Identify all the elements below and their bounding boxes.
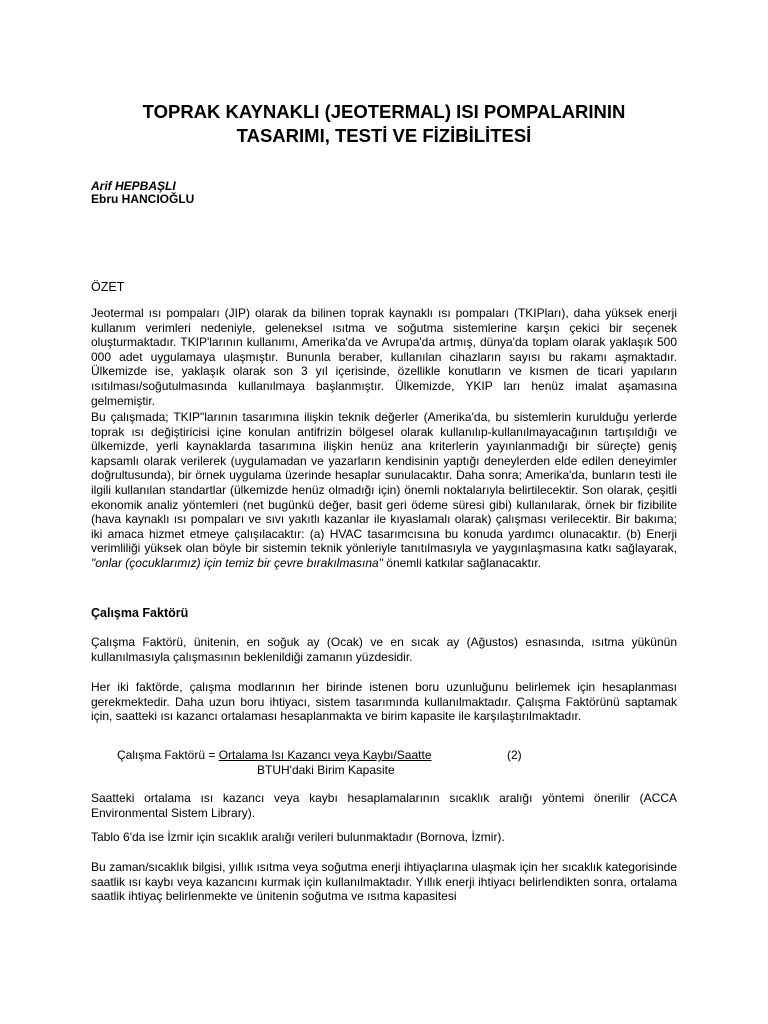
title-line-1: TOPRAK KAYNAKLI (JEOTERMAL) ISI POMPALARININ <box>142 101 626 122</box>
section-paragraph-5: Bu zaman/sıcaklık bilgisi, yıllık ısıtma veya soğutma enerji ihtiyaçlarına ulaşmak için her sıcaklık kategorisinde saatlik ısı kaybı veya kazancını kurmak için kullanılmaktadır. Yıllık enerji ihtiyacı belirlendikten sonra, ortalama saatlik ihtiyaç belirlenmekte ve ünitenin soğutma ve ısıtma kapasitesi <box>91 860 677 904</box>
author-1: Arif HEPBAŞLI <box>91 179 176 193</box>
section-paragraph-4: Tablo 6'da ise İzmir için sıcaklık aralığı verileri bulunmaktadır (Bornova, İzmir). <box>91 830 505 844</box>
abstract-quote: "onlar (çocuklarımız) için temiz bir çevre bırakılmasına" <box>91 555 383 570</box>
abstract-paragraph-2-end: önemli katkılar sağlanacaktır. <box>386 555 542 570</box>
section-paragraph-3: Saatteki ortalama ısı kazancı veya kaybı hesaplamalarının sıcaklık aralığı yöntemi önerilir (ACCA Environmental Sistem Library). <box>91 791 677 820</box>
equation-lhs: Çalışma Faktörü = <box>117 748 216 762</box>
abstract-paragraph-1: Jeotermal ısı pompaları (JIP) olarak da bilinen toprak kaynaklı ısı pompaları (TKIPları), daha yüksek enerji kullanım verimleri nedeniyle, geleneksel ısıtma ve soğutma sistemlerine karşın çekici bir seçenek oluşturmaktadır. TKIP'larının kullanımı, Amerika'da ve Avrupa'da artmış, dünya'da toplam olarak yaklaşık 500 000 adet uygulamaya ulaşmıştır. Bununla beraber, kullanılan cihazların sayısı bu rakamı aşmaktadır. Ülkemizde ise, yaklaşık olarak son 3 yıl içerisinde, özellikle konutların ve kısmen de ticari yapıların ısıtılması/soğutulmasında kullanılmaya başlanmıştır. Ülkemizde, YKIP ları henüz imalat aşamasına gelmemiştir. <box>91 306 677 408</box>
abstract-heading: ÖZET <box>91 280 125 294</box>
abstract-paragraph-2 <box>91 410 677 571</box>
equation-2 <box>117 748 637 777</box>
equation-denominator: BTUH'daki Birim Kapasite <box>257 763 395 777</box>
section-heading: Çalışma Faktörü <box>91 606 189 620</box>
abstract-paragraph-2-main: Bu çalışmada; TKIP"larının tasarımına ilişkin teknik değerler (Amerika'da, bu sistemlerin kurulduğu yerlerde toprak ısı değiştiricisi içine konulan antifrizin bölgesel olarak kullanılıp-kullanılmayacağının tartışıldığı ve ülkemizde, yerli kaynaklarda tasarımına ilişkin henüz ana kriterlerin yayınlanmadığı bir süreçte) geniş kapsamlı olarak verilerek (uygulamadan ve yazarların kendisinin yaptığı deneylerden elde edilen deneyimler doğrultusunda), bir örnek uygulama üzerinde hesaplar sunulacaktır. Daha sonra; Amerika'da, bunların testi ile ilgili kullanılan standartlar (ülkemizde henüz olmadığı için) önemli noktalarıyla belirtilecektir. Son olarak, çeşitli ekonomik analiz yöntemleri (net bugünkü değer, basit geri ödeme süresi gibi) kullanılarak, örnek bir fizibilite (hava kaynaklı ısı pompaları ve sıvı yakıtlı kazanlar ile kıyaslamalı olarak) çalışması verilecektir. Bir bakıma; iki amaca hizmet etmeye çalışılacaktır: (a) HVAC tasarımcısına bu konuda yardımcı olunacaktır. (b) Enerji verimliliği yüksek olan böyle bir sistemin teknik yönleriyle tanıtılmasıyla ve yaygınlaşmasına katkı sağlayarak, <box>91 410 677 556</box>
section-paragraph-1: Çalışma Faktörü, ünitenin, en soğuk ay (Ocak) ve en sıcak ay (Ağustos) esnasında, ısıtma yükünün kullanılmasıyla çalışmasının beklenildiği zamanın yüzdesidir. <box>91 635 677 664</box>
paper-title <box>60 100 708 148</box>
title-line-2: TASARIMI, TESTİ VE FİZİBİLİTESİ <box>236 125 532 146</box>
author-2: Ebru HANCIOĞLU <box>91 192 195 206</box>
equation-numerator: Ortalama Isı Kazancı veya Kaybı/Saatte <box>218 748 432 762</box>
section-paragraph-2: Her iki faktörde, çalışma modlarının her birinde istenen boru uzunluğunu belirlemek için hesaplanması gerekmektedir. Daha uzun boru ihtiyacı, sistem tasarımında kullanılmaktadır. Çalışma Faktörünü saptamak için, saatteki ısı kazancı ortalaması hesaplanmakta ve birim kapasite ile karşılaştırılmaktadır. <box>91 680 677 724</box>
author-list <box>91 180 194 206</box>
equation-number: (2) <box>507 748 522 762</box>
